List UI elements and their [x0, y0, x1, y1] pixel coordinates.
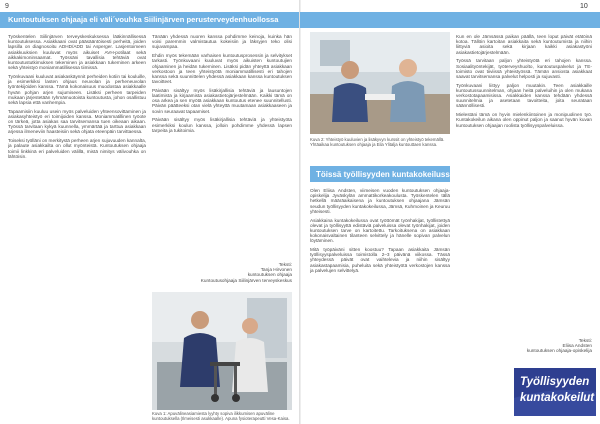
signature-line: Teksti: [578, 338, 592, 343]
paragraph: Mitä työpäiväni sitten koostuu? Tapaan asiakkaita Jämsän työllisyyspalveluissa toimistolla 2–3 päivänä viikossa. Tässä yhteydessä päivät ovat vaihtelevia ja niihin sisältyy asiakastapaamisia, puheluita sekä yhteistyötä verkostojen kanssa ja palvelujen selvittelyä. [310, 247, 450, 273]
paragraph: Työnkuvaani kuuluvat asiakaskäynnit perheiden kotiin tai kouluille, ja esimerkiksi lasten ohjaus neuvolan ja perheneuvolan työntekijöiden kanssa. Tämä kokonaisuus muodostaa asiakkaalle hyvän pohjan arjen sujumiseen. Lisäksi perheen tarpeiden mukaan järjestetään ryhmämuotoista kuntoutusta, johon osallistuu sekä lapsia että vanhempia. [8, 73, 146, 105]
signature-line: Eliisa Andsten [562, 343, 592, 349]
signature-line: kuntoutuksen ohjaaja-opiskelija [526, 348, 592, 354]
photo-caption: Kuva 1: Apuvälineasiamiesta lyyhty sopiva ilikkumisen apuväline kuntoutuksella (Ilmeisesti asukkaalle). Apuna fysioterapeutti Vesa-Kaisa. [152, 411, 290, 421]
photo-rehabilitation-equipment [152, 292, 292, 410]
paragraph: Työskentelen Siilinjärven terveyskeskuksessa lääkinnällisessä kuntoutuksessa. Asiakkaani ovat pääsääntöisesti perheitä, joiden lapsilla on diagnosoitu ADHD/ADD tai Asperger. Lasjentoimeen asiakkuuksien kuuluvat myös aikuiset AVH-potilaat sekä aikkakimoninsaamat. Työssäni tavallisia tehtäviä ovat kuntoutustutkimuksen tekeminen ja asiakkaan tukeminen arkeen sekä yhteistyö moniammatillisessa tiimissä. [8, 34, 146, 71]
page-number: 10 [580, 3, 588, 10]
article-title: Kuntoutuksen ohjaaja eli väli´vouhka Siilinjärven perusterveydenhuollossa [8, 15, 279, 24]
paragraph: Ehdin myös tekemään varhaisen kuntoutusprosessin ja selvitykset tarkasti. Työnkuvaani kuuluvat myös aikuisten kuntoutujien ohjaaminen ja heidän tukeminen. Lisäksi pidän yhteyttä asiakkaan verkostoon ja teen yhteistyötä moniammatillisesti eri tahojen kanssa sekä suunnittelen yhdessä asiakkaan kanssa kuntoutuksen tavoitteet. [152, 53, 292, 85]
logo-text-line-2: kuntakokeilut [520, 392, 595, 404]
paragraph: Mielestäni tämä on hyvin mielenkiintoinen ja monipuolinen työ. Kuntakokeilun aikana olen oppinut paljon ja saanut hyvän kuvan kuntoutuksen ohjaajan roolista työllisyyspalveluissa. [456, 112, 592, 128]
paragraph: Työssä tarvitaan paljon yhteistyötä eri tahojen kanssa. Sosiaalityöntekijät, työterveyshuolto, kuntoutuspalvelut ja TE-toimisto ovat tiiviissä yhteistyössä. Tämän ansiosta asiakkaat saavat tarvitsemansa palvelut helposti ja sujuvasti. [456, 58, 592, 79]
signature-line: kuntoutuksen ohjaaja [247, 272, 292, 278]
page-number: 9 [5, 3, 9, 10]
paragraph: Kun en ole Jämsässä paikan päällä, teen loput päivät etätöinä kotoa. Tällöin kartoitan asiakkaita sekä kuntoutumista ja niihin liittyviä asioita sekä kirjaan kaikki asiakastyöni asiakastietojärjestelmään. [456, 34, 592, 55]
paragraph: Toiseksi työlläni on merkitystä perheen arjen sujuvuuden kannalta, ja palaute asiakkailta on ollut myönteistä. Kuntoutuksen ohjaaja toimii linkkinä eri palveluiden välillä, mistä nimitys välivouhka on lähtöisin. [8, 138, 146, 159]
paragraph: Tapaamisiin kuuluu usein myös palveluiden yhteensovittaminen ja asiakasyhteistyö eri toimijoiden kanssa. Moniammatillinen työote on tärkeä, jotta asiakas saa tarvitsemansa tuen oikeaan aikaan. Työssä tarvitaan kykyä kuunnella, ymmärtää ja tarttua asiakkaan arjessa ilmeneviin haasteisiin sekä ohjata eteenpäin tarvittaessa. [8, 108, 146, 135]
article-column-right [456, 34, 592, 334]
signature-line: Kuntoutusohjaaja Siilinjärven terveyskeskus [200, 277, 292, 283]
article-column-2 [152, 34, 292, 264]
right-page [300, 0, 600, 424]
photo-meeting [310, 32, 450, 134]
paragraph: Asiakkaina kuntakokeilussa ovat työttömät työnhakijat, työllistettyä olevat ja työllisyyttä edistäviä palveluissa olevat työnhakijat, joiden kuntoutuksen tarve on kartoitettu. Tarkoituksena on asiakkaan kokonaisvaltainen tilanteen selvittely ja hänelle sopivan palvelun löytäminen. [310, 217, 450, 244]
logo-text-line-1: Työllisyyden [520, 376, 590, 388]
article-column-1 [8, 34, 146, 420]
author-signature [152, 262, 292, 288]
article-column-center [310, 188, 450, 420]
header-band [300, 12, 600, 28]
program-logo [514, 368, 596, 416]
paragraph: Tänään yhdessä nuoren kanssa pohdimme keinoja, kuinka hän voisi paremmin valmistautua kokeisiin ja läksyjen teko olisi sujuvampaa. [152, 34, 292, 50]
section-title: Töissä työllisyyden kuntakokeilussa [316, 170, 455, 179]
paragraph: Päivään sisältyy myös lisäkirjallisia tehtäviä ja lausuntojen laatimista ja kirjaamista asiakastietojärjestelmään. Kaikki tämä on osa arkea ja sen myötä asiakkaan kuntoutus etenee suunnitellusti. Päivän päätteeksi otan vielä yhteyttä muutamaan asiakkaaseen ja sovin seuraavat tapaamiset. [152, 87, 292, 114]
paragraph: Työnkuvaani liittyy paljon muutakin. Teen asiakkaille kuntoutussuunnitelman, ohjaan heitä palveluihin ja olen mukana verkostotapaamisissa. Asiakkaiden kanssa tehdään yhdessä suunnitelmia ja asetetaan tavoitteita, joita seurataan säännöllisesti. [456, 82, 592, 109]
signature-line: Tanja Hirvonen [260, 267, 292, 273]
photo-illustration [152, 292, 292, 410]
paragraph: Päivään sisältyy myös lisäkirjallisia tehtäviä ja yhteistyöta esimerkiksi koulun kanssa, jolloin pohdimme yhdessä lapsen tarpeita ja tukitoimia. [152, 117, 292, 133]
signature-line: Teksti: [278, 262, 292, 267]
photo-caption: Kuva 2: Yhteistyö kuuluvien ja lisäkyvyn kurssit on yhteistyö tekemällä. Yhtäaikaa kuntoutuksen ohjaaja ja Eila Ylitalja kuntouttaen kanssa. [310, 137, 445, 147]
photo-illustration [310, 32, 450, 134]
paragraph: Olen Eliisa Andsten, viimeisen vuoden kuntoutuksen ohjaaja-opiskelija Jyväskylän ammattikorkeakoulusta. Työskentelen tällä hetkellä määräaikaisena ja kuntoutuksen ohjaajana Jämsän seudun työllisyyden kuntakokeilussa, Jämsä, Kuhmoinen ja Keuruu yhteisesti. [310, 188, 450, 214]
author-signature [456, 338, 592, 358]
